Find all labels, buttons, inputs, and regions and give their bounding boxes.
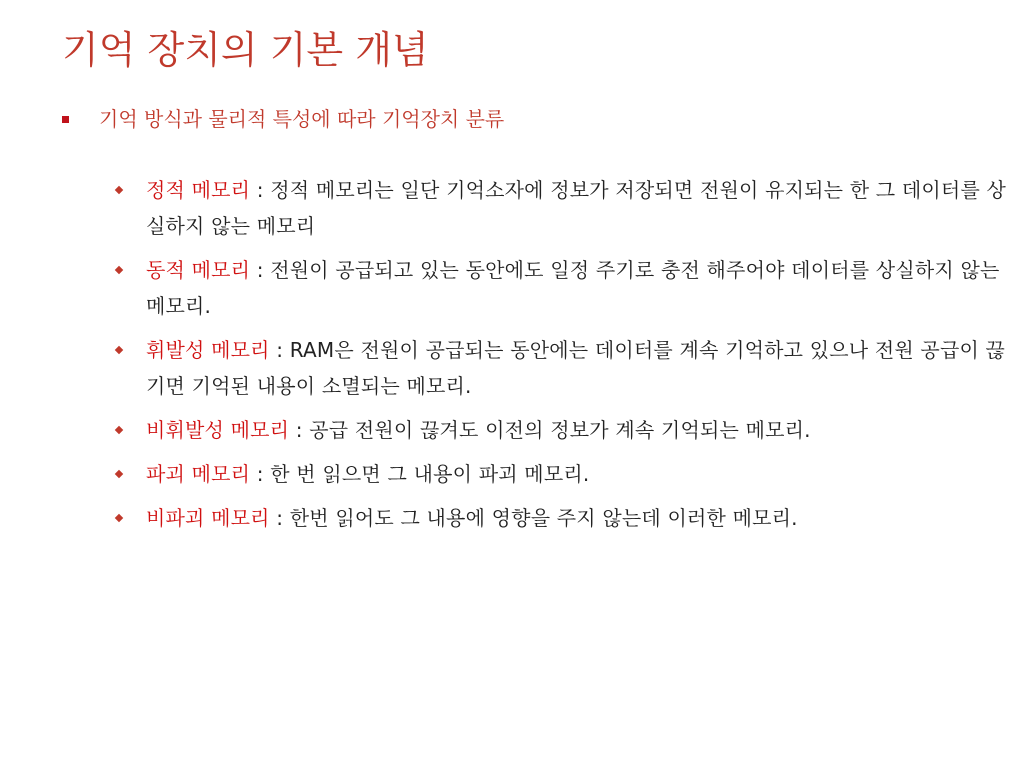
level1-bullet-item: [62, 103, 1002, 135]
term-label: 휘발성 메모리: [146, 338, 270, 362]
term-description: 공급 전원이 끊겨도 이전의 정보가 계속 기억되는 메모리.: [309, 418, 811, 442]
definition-list: [112, 172, 1012, 544]
term-separator: :: [269, 506, 290, 530]
diamond-bullet-icon: [115, 186, 123, 194]
square-bullet-icon: [62, 116, 69, 123]
term-label: 비파괴 메모리: [146, 506, 270, 530]
diamond-bullet-icon: [115, 346, 123, 354]
term-description: 한번 읽어도 그 내용에 영향을 주지 않는데 이러한 메모리.: [289, 506, 798, 530]
term-description: RAM은 전원이 공급되는 동안에는 데이터를 계속 기억하고 있으나 전원 공급이 끊기면 기억된 내용이 소멸되는 메모리.: [146, 338, 1006, 398]
term-separator: :: [250, 178, 271, 202]
term-separator: :: [289, 418, 310, 442]
list-item-static-memory: [112, 172, 1012, 244]
diamond-bullet-icon: [115, 426, 123, 434]
slide-title: 기억 장치의 기본 개념: [62, 28, 429, 72]
term-description: 한 번 읽으면 그 내용이 파괴 메모리.: [270, 462, 590, 486]
term-label: 파괴 메모리: [146, 462, 251, 486]
term-label: 정적 메모리: [146, 178, 251, 202]
term-label: 동적 메모리: [146, 258, 251, 282]
term-description: 전원이 공급되고 있는 동안에도 일정 주기로 충전 해주어야 데이터를 상실하지 않는 메모리.: [146, 258, 1000, 318]
list-item-dynamic-memory: [112, 252, 1012, 324]
list-item-volatile-memory: [112, 332, 1012, 404]
diamond-bullet-icon: [115, 266, 123, 274]
list-item-destructive-memory: [112, 456, 1012, 492]
diamond-bullet-icon: [115, 514, 123, 522]
term-separator: :: [250, 258, 271, 282]
list-item-nondestructive-memory: [112, 500, 1012, 536]
term-label: 비휘발성 메모리: [146, 418, 290, 442]
term-separator: :: [250, 462, 271, 486]
term-description: 정적 메모리는 일단 기억소자에 정보가 저장되면 전원이 유지되는 한 그 데이터를 상실하지 않는 메모리: [146, 178, 1007, 238]
diamond-bullet-icon: [115, 470, 123, 478]
level1-bullet-text: 기억 방식과 물리적 특성에 따라 기억장치 분류: [99, 107, 505, 131]
list-item-nonvolatile-memory: [112, 412, 1012, 448]
term-separator: :: [269, 338, 290, 362]
